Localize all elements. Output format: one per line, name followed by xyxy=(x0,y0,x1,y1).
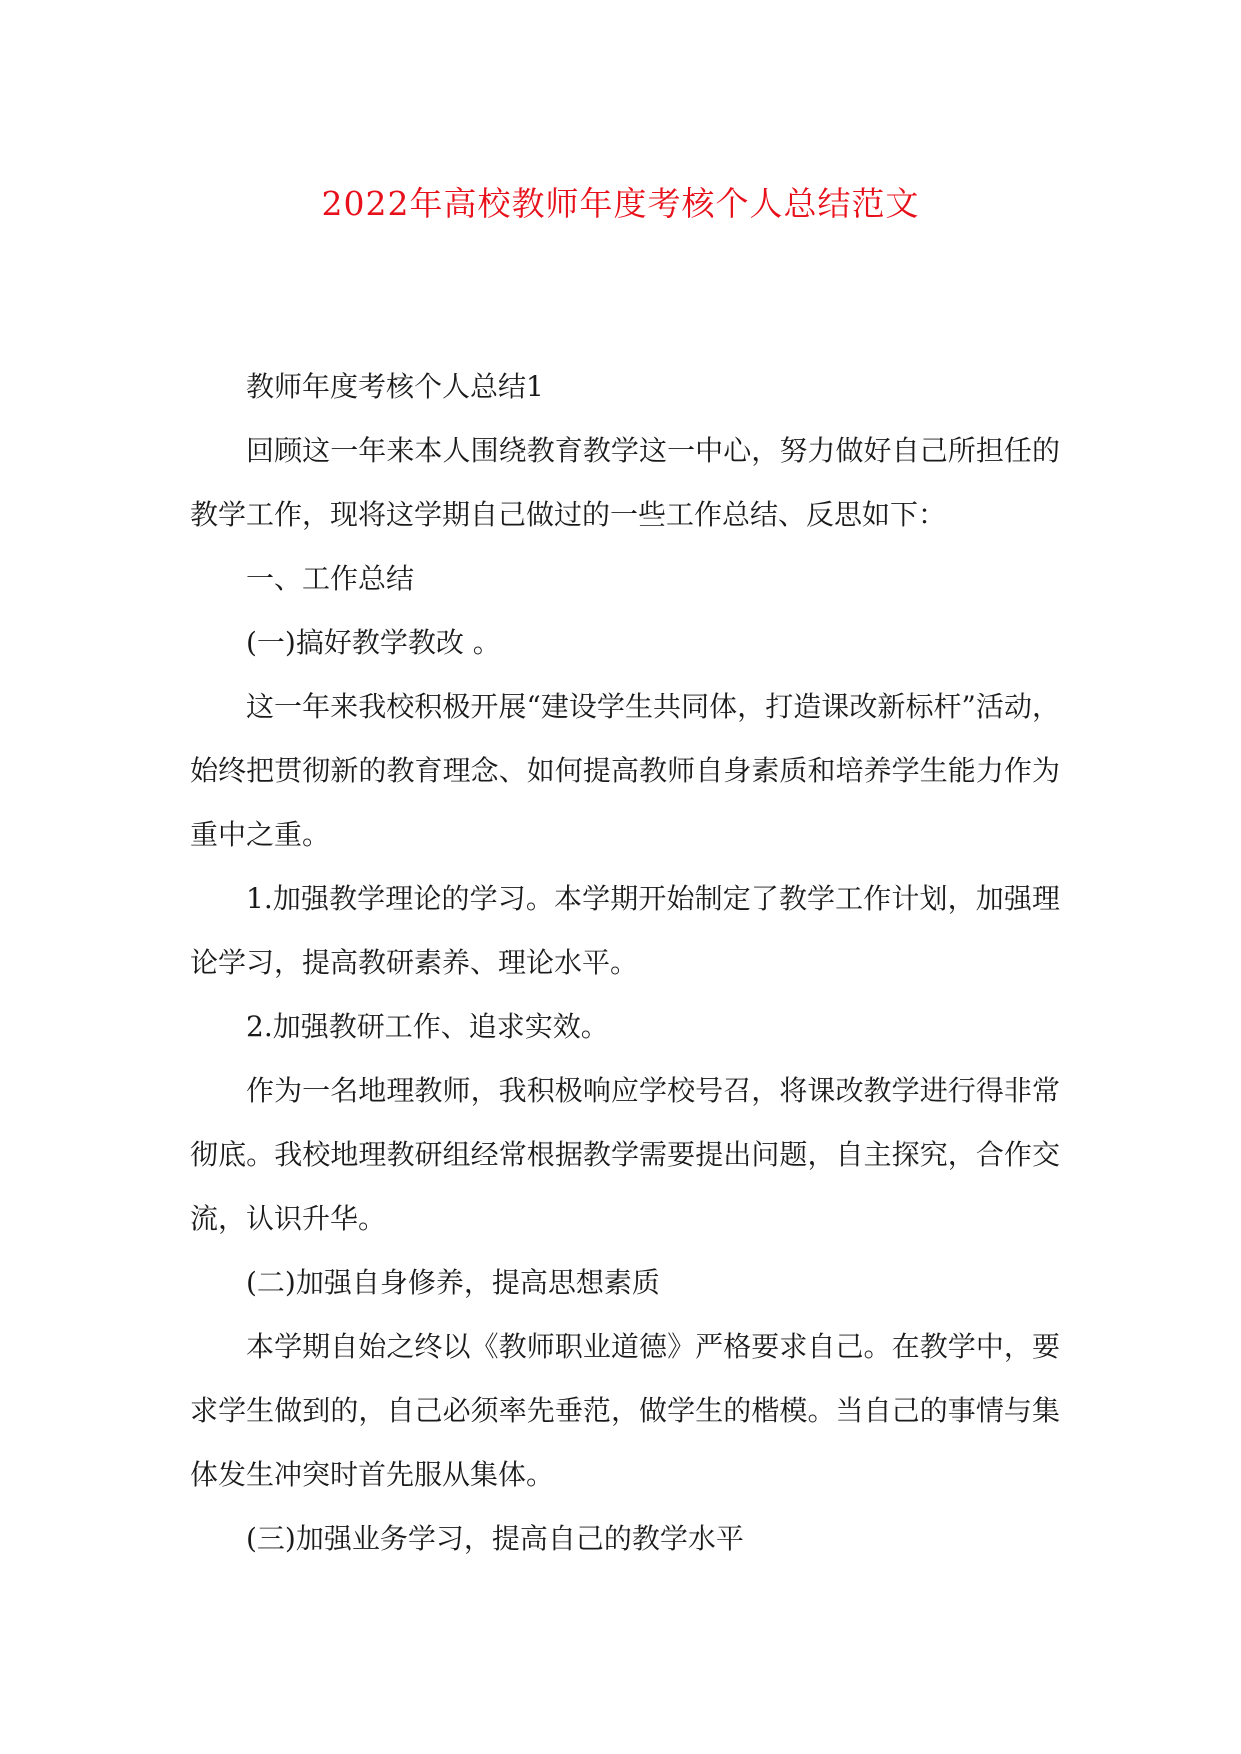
document-body xyxy=(190,355,1060,1571)
body-paragraph: 1.加强教学理论的学习。本学期开始制定了教学工作计划，加强理论学习，提高教研素养、理论水平。 xyxy=(190,882,1060,979)
body-paragraph: 本学期自始之终以《教师职业道德》严格要求自己。在教学中，要求学生做到的，自己必须率先垂范，做学生的楷模。当自己的事情与集体发生冲突时首先服从集体。 xyxy=(190,1330,1060,1491)
body-paragraph: 这一年来我校积极开展“建设学生共同体，打造课改新标杆”活动，始终把贯彻新的教育理念、如何提高教师自身素质和培养学生能力作为重中之重。 xyxy=(190,690,1060,851)
subsection-heading: (三)加强业务学习，提高自己的教学水平 xyxy=(246,1522,744,1555)
document-title: 2022年高校教师年度考核个人总结范文 xyxy=(321,184,920,224)
body-paragraph: 回顾这一年来本人围绕教育教学这一中心，努力做好自己所担任的教学工作，现将这学期自己做过的一些工作总结、反思如下： xyxy=(190,434,1060,531)
subsection-heading: (一)搞好教学教改 。 xyxy=(246,626,501,659)
subsection-heading: (二)加强自身修养，提高思想素质 xyxy=(246,1266,660,1299)
body-paragraph: 作为一名地理教师，我积极响应学校号召，将课改教学进行得非常彻底。我校地理教研组经常根据教学需要提出问题，自主探究，合作交流，认识升华。 xyxy=(190,1074,1060,1235)
body-paragraph: 2.加强教研工作、追求实效。 xyxy=(246,1010,609,1043)
section-heading: 教师年度考核个人总结1 xyxy=(246,370,544,403)
section-heading: 一、工作总结 xyxy=(246,562,415,595)
